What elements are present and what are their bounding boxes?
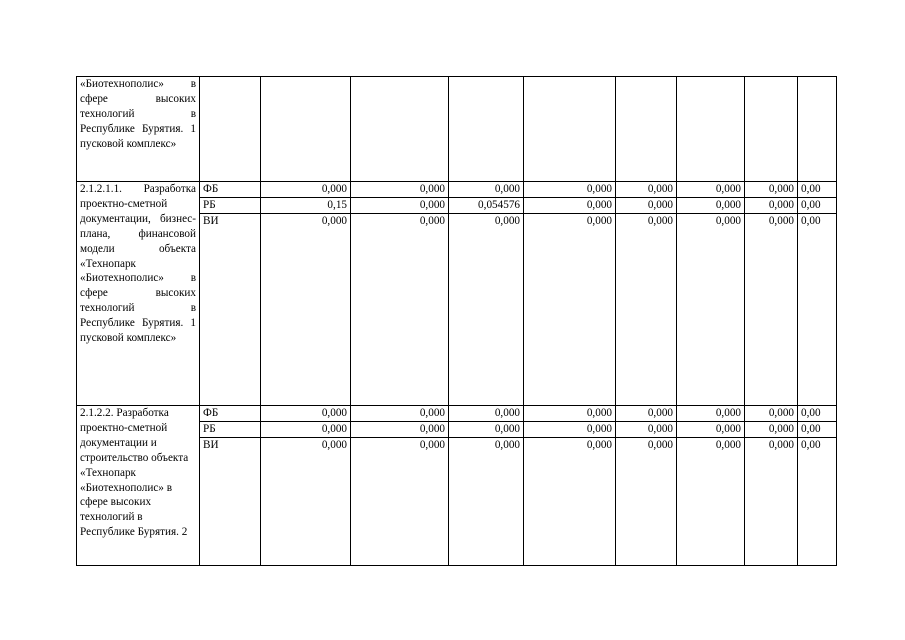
- value-cell: 0,000: [524, 198, 616, 214]
- value-cell: 0,000: [351, 214, 449, 406]
- value-cell: 0,000: [449, 422, 524, 438]
- table-row-fb: [77, 406, 837, 422]
- funding-source: ВИ: [200, 438, 261, 566]
- value-cell: [524, 77, 616, 182]
- table-row-continuation: [77, 77, 837, 182]
- value-cell: 0,00: [798, 198, 837, 214]
- value-cell: 0,000: [524, 182, 616, 198]
- value-cell: 0,000: [677, 214, 745, 406]
- value-cell: 0,000: [524, 422, 616, 438]
- value-cell: [798, 77, 837, 182]
- value-cell: 0,000: [616, 422, 677, 438]
- funding-source: ФБ: [200, 406, 261, 422]
- value-cell: 0,000: [677, 438, 745, 566]
- value-cell: 0,000: [351, 422, 449, 438]
- value-cell: [677, 77, 745, 182]
- value-cell: 0,000: [449, 406, 524, 422]
- value-cell: 0,00: [798, 406, 837, 422]
- value-cell: 0,00: [798, 182, 837, 198]
- value-cell: 0,15: [261, 198, 351, 214]
- value-cell: 0,000: [745, 438, 798, 566]
- value-cell: 0,000: [261, 214, 351, 406]
- value-cell: [449, 77, 524, 182]
- value-cell: 0,000: [677, 406, 745, 422]
- value-cell: 0,000: [449, 438, 524, 566]
- row-description: «Биотехнополис» в сфере высоких технологий в Республике Бурятия. 1 пусковой комплекс»: [77, 77, 200, 182]
- value-cell: 0,000: [677, 198, 745, 214]
- value-cell: 0,000: [745, 214, 798, 406]
- value-cell: 0,000: [616, 198, 677, 214]
- value-cell: 0,000: [616, 406, 677, 422]
- value-cell: 0,000: [745, 422, 798, 438]
- value-cell: 0,000: [677, 422, 745, 438]
- value-cell: 0,000: [745, 198, 798, 214]
- value-cell: 0,000: [524, 438, 616, 566]
- budget-table: [76, 76, 837, 566]
- funding-source: РБ: [200, 198, 261, 214]
- value-cell: [745, 77, 798, 182]
- value-cell: 0,000: [351, 438, 449, 566]
- value-cell: 0,000: [449, 182, 524, 198]
- value-cell: 0,000: [261, 422, 351, 438]
- value-cell: 0,000: [524, 214, 616, 406]
- value-cell: 0,000: [616, 438, 677, 566]
- row-description: 2.1.2.1.1. Разработка проектно-сметной документации, бизнес-плана, финансовой модели объекта «Технопарк «Биотехнополис» в сфере высоких технологий в Республике Бурятия. 1 пусковой комплекс»: [77, 182, 200, 406]
- value-cell: 0,000: [449, 214, 524, 406]
- value-cell: 0,000: [261, 438, 351, 566]
- value-cell: 0,054576: [449, 198, 524, 214]
- value-cell: 0,000: [261, 182, 351, 198]
- value-cell: 0,000: [351, 198, 449, 214]
- table-row-fb: [77, 182, 837, 198]
- value-cell: [351, 77, 449, 182]
- value-cell: 0,00: [798, 214, 837, 406]
- value-cell: 0,000: [351, 406, 449, 422]
- value-cell: 0,00: [798, 438, 837, 566]
- funding-source: РБ: [200, 422, 261, 438]
- funding-source: ФБ: [200, 182, 261, 198]
- value-cell: 0,000: [351, 182, 449, 198]
- value-cell: 0,000: [616, 182, 677, 198]
- value-cell: [261, 77, 351, 182]
- value-cell: 0,000: [616, 214, 677, 406]
- value-cell: [616, 77, 677, 182]
- value-cell: 0,000: [524, 406, 616, 422]
- value-cell: 0,00: [798, 422, 837, 438]
- value-cell: 0,000: [745, 182, 798, 198]
- value-cell: 0,000: [745, 406, 798, 422]
- source-cell: [200, 77, 261, 182]
- value-cell: 0,000: [677, 182, 745, 198]
- value-cell: 0,000: [261, 406, 351, 422]
- row-description: 2.1.2.2. Разработка проектно-сметной документации и строительство объекта «Технопарк «Биотехнополис» в сфере высоких технологий в Республике Бурятия. 2: [77, 406, 200, 566]
- funding-source: ВИ: [200, 214, 261, 406]
